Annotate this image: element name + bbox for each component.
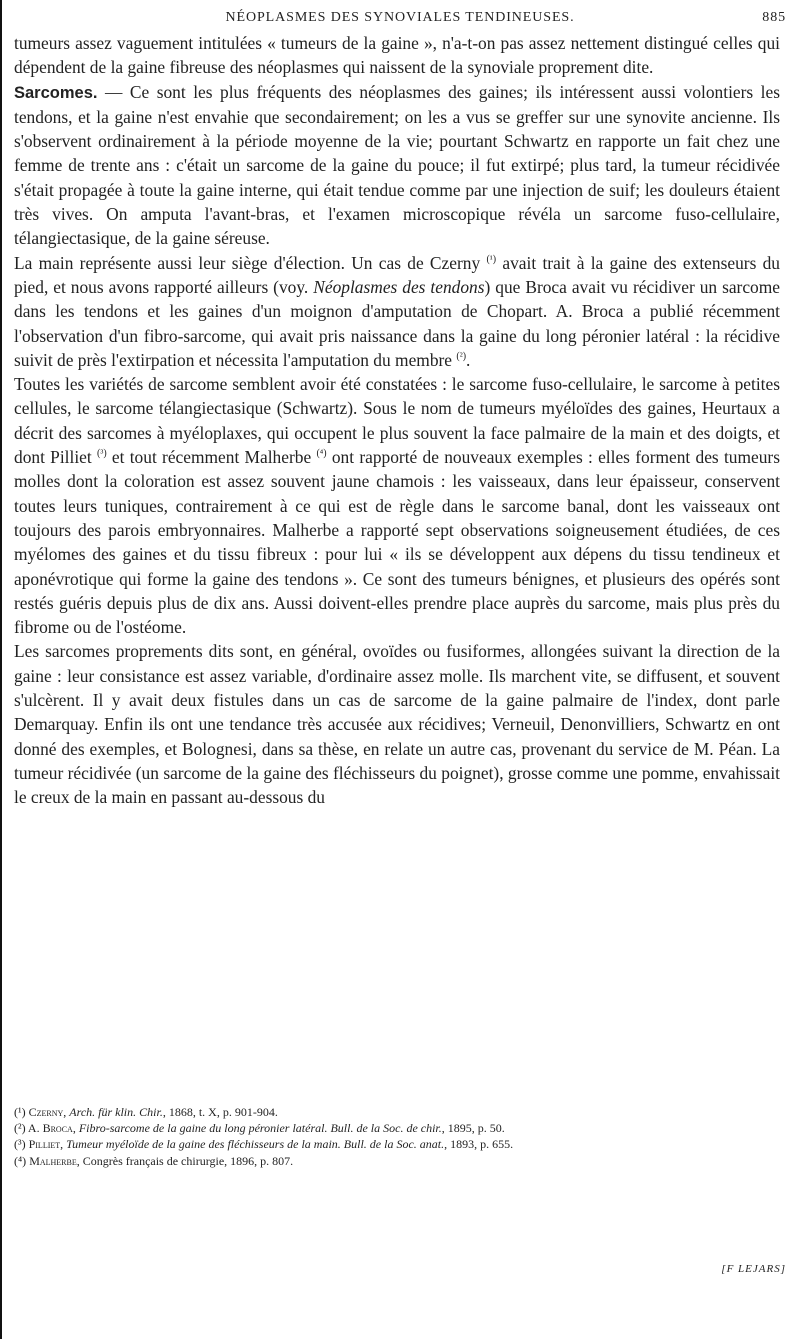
footnote-sep: , bbox=[60, 1137, 67, 1152]
footnote-author: Czerny bbox=[28, 1105, 64, 1119]
page-number: 885 bbox=[762, 10, 786, 25]
siege-italic-ref: Néoplasmes des tendons bbox=[313, 276, 485, 297]
footnote-ref-1[interactable]: (¹) bbox=[486, 253, 497, 265]
footnote-3 bbox=[14, 1136, 780, 1152]
varietes-text-b: et tout récemment Malherbe bbox=[106, 447, 317, 468]
footnote-sep: , bbox=[76, 1153, 83, 1168]
footnote-author: Malherbe bbox=[29, 1153, 77, 1168]
siege-text-b: avait trait à la gaine des extenseurs du pied, et nous avons rapporté ailleurs (voy. bbox=[14, 252, 780, 297]
footnote-mark: (⁴) bbox=[14, 1153, 30, 1168]
footnote-mark: (¹) bbox=[14, 1105, 29, 1119]
footnote-rest: , 1895, p. 50. bbox=[441, 1121, 505, 1136]
proprement-dits-text: Les sarcomes proprements dits sont, en général, ovoïdes ou fusiformes, allongées suivant la direction de la gaine : leur consistance est assez variable, d'ordinaire assez molle. Ils marchent vite, se diffusent, et souvent s'ulcèrent. Il y avait deux fistules dans un cas de sarcome de la gaine palmaire de l'index, dont parle Demarquay. Enfin ils ont une tendance très accusée aux récidives; Verneuil, Denonvilliers, Schwartz en ont donné des exemples, et Bolognesi, dans sa thèse, en relate un autre cas, provenant du service de M. Péan. La tumeur récidivée (un sarcome de la gaine des fléchisseurs du poignet), grosse comme une pomme, envahissait le creux de la main en passant au-dessous du bbox=[14, 641, 780, 808]
footnote-author: Pilliet bbox=[28, 1137, 61, 1152]
footnote-ref-4[interactable]: (⁴) bbox=[316, 448, 327, 460]
siege-text-a: La main représente aussi leur siège d'élection. Un cas de Czerny bbox=[14, 252, 487, 273]
footnote-mark: (²) A. bbox=[14, 1121, 43, 1136]
footnote-work: Fibro-sarcome de la gaine du long péronier latéral. Bull. de la Soc. de chir. bbox=[78, 1121, 442, 1136]
footnote-author: Broca bbox=[42, 1121, 73, 1136]
scan-edge-rule bbox=[0, 0, 2, 1339]
footnotes bbox=[14, 1104, 780, 1169]
footnote-ref-2[interactable]: (²) bbox=[456, 351, 467, 363]
footnote-mark: (³) bbox=[14, 1137, 29, 1152]
footnote-sep: , bbox=[63, 1105, 70, 1119]
intro-text: tumeurs assez vaguement intitulées « tumeurs de la gaine », n'a-t-on pas assez nettement distingué celles qui dépendent de la gaine fibreuse des néoplasmes qui naissent de la synoviale proprement dite. bbox=[14, 33, 780, 78]
footnote-sep: , bbox=[72, 1121, 79, 1136]
footnote-4 bbox=[14, 1153, 780, 1169]
body-text bbox=[14, 31, 780, 810]
siege-text-c: ) que Broca avait vu récidiver un sarcome dans les tendons et les gaines d'un moignon d'amputation de Chopart. A. Broca a publié récemment l'observation d'un fibro-sarcome, qui avait pris naissance dans la gaine du long péronier latéral : la récidive suivit de près l'extirpation et nécessita l'amputation du membre bbox=[14, 276, 781, 370]
paragraph-siege bbox=[14, 251, 780, 372]
footnote-work: Tumeur myéloïde de la gaine des fléchisseurs de la main. Bull. de la Soc. anat. bbox=[66, 1137, 445, 1152]
paragraph-sarcomes bbox=[14, 80, 780, 251]
running-header bbox=[0, 5, 800, 29]
footnote-rest: , 1893, p. 655. bbox=[444, 1137, 514, 1152]
running-title: NÉOPLASMES DES SYNOVIALES TENDINEUSES. bbox=[225, 10, 575, 25]
signature-mark: [F LEJARS] bbox=[721, 1263, 786, 1275]
paragraph-varietes bbox=[14, 372, 780, 639]
footnote-2 bbox=[14, 1120, 780, 1136]
varietes-text-a: Toutes les variétés de sarcome semblent avoir été constatées : le sarcome fuso-cellulaire, le sarcome à petites cellules, le sarcome télangiectasique (Schwartz). Sous le nom de tumeurs myéloïdes des gaines, Heurtaux a décrit des sarcomes à myéloplaxes, qui occupent le plus souvent la face palmaire de la main et des doigts, et dont Pilliet bbox=[14, 374, 780, 468]
paragraph-sarcomes-proprement-dits bbox=[14, 639, 780, 809]
footnote-rest: , 1868, t. X, p. 901-904. bbox=[162, 1105, 278, 1119]
varietes-text-c: ont rapporté de nouveaux exemples : elles forment des tumeurs molles dont la coloration est assez souvent jaune chamois : les vaisseaux, dans leur épaisseur, conservent toutes leurs tuniques, contrairement à ce qui est de règle dans le sarcome banal, dont les vaisseaux ont toujours des parois embryonnaires. Malherbe a rapporté sept observations soigneusement étudiées, de ces myélomes des gaines et du tissu fibreux : pour lui « ils se développent aux dépens du tissu tendineux et aponévrotique qui forme la gaine des tendons ». Ce sont des tumeurs bénignes, et plusieurs des opérés sont restés guéris depuis plus de dix ans. Aussi doivent-elles prendre place auprès du sarcome, mais plus près du fibrome ou de l'ostéome. bbox=[14, 447, 780, 638]
siege-text-d: . bbox=[466, 349, 471, 370]
paragraph-intro bbox=[14, 31, 780, 80]
footnote-work: Arch. für klin. Chir. bbox=[69, 1105, 163, 1119]
sarcomes-text: — Ce sont les plus fréquents des néoplasmes des gaines; ils intéressent aussi volontiers les tendons, et la gaine n'est envahie que secondairement; on les a vus se greffer sur une synovite ancienne. Ils s'observent ordinairement à la période moyenne de la vie; pourtant Schwartz en rapporte un fait chez une femme de trente ans : c'était un sarcome de la gaine du pouce; il fut extirpé; plus tard, la tumeur récidivée s'était propagée à toute la gaine interne, qui était tendue comme par une injection de suif; les douleurs étaient très vives. On amputa l'avant-bras, et l'examen microscopique révéla un sarcome fuso-cellulaire, télangiectasique, de la gaine séreuse. bbox=[14, 81, 780, 249]
footnote-1 bbox=[14, 1104, 780, 1120]
footnote-ref-3[interactable]: (³) bbox=[96, 448, 107, 460]
footnote-rest: Congrès français de chirurgie, 1896, p. 807. bbox=[82, 1153, 294, 1168]
section-heading-sarcomes: Sarcomes. bbox=[14, 83, 98, 102]
